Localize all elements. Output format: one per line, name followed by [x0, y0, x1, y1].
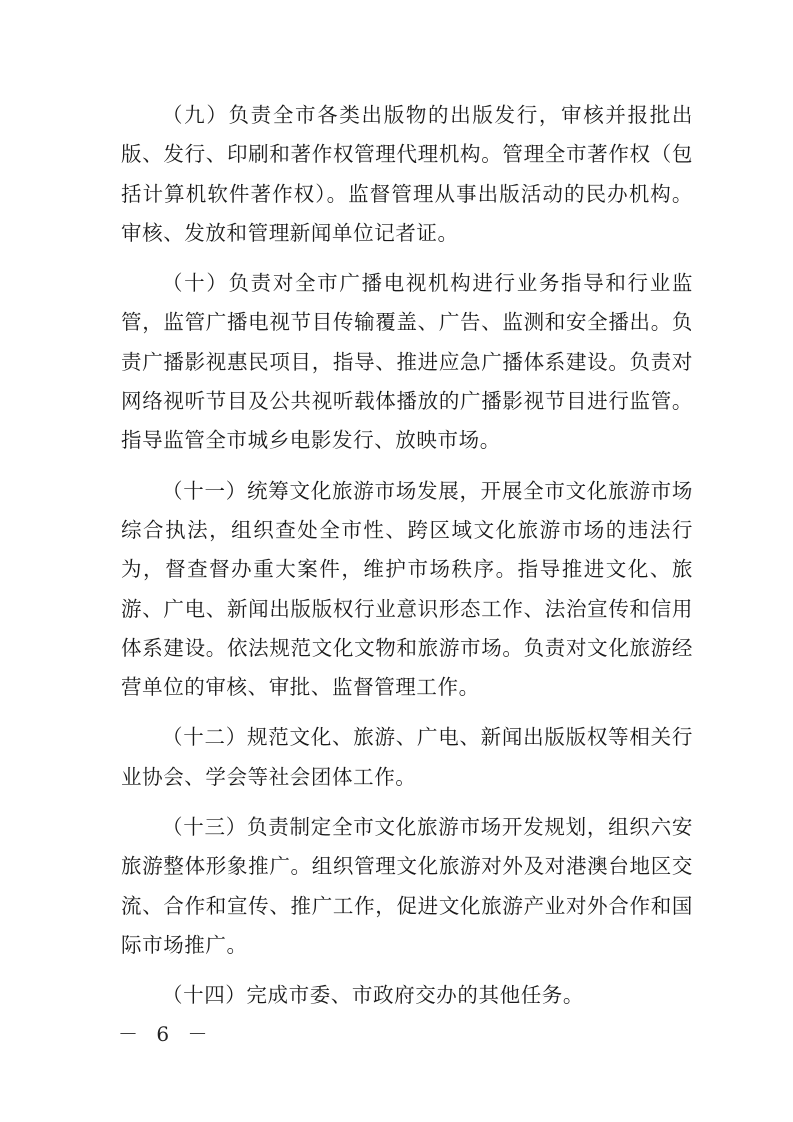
- paragraph-item-9: （九）负责全市各类出版物的出版发行，审核并报批出版、发行、印刷和著作权管理代理机构。管理全市著作权（包括计算机软件著作权）。监督管理从事出版活动的民办机构。审核、发放和管理新闻单位记者证。: [121, 103, 693, 245]
- paragraph-item-10: （十）负责对全市广播电视机构进行业务指导和行业监管，监管广播电视节目传输覆盖、广告、监测和安全播出。负责广播影视惠民项目，指导、推进应急广播体系建设。负责对网络视听节目及公共视听载体播放的广播影视节目进行监管。指导监管全市城乡电影发行、放映市场。: [121, 271, 693, 453]
- page-number: － 6 －: [118, 1022, 214, 1046]
- paragraph-item-14: （十四）完成市委、市政府交办的其他任务。: [162, 983, 584, 1008]
- paragraph-item-13: （十三）负责制定全市文化旅游市场开发规划，组织六安旅游整体形象推广。组织管理文化旅游对外及对港澳台地区交流、合作和宣传、推广工作，促进文化旅游产业对外合作和国际市场推广。: [121, 815, 693, 957]
- paragraph-item-12: （十二）规范文化、旅游、广电、新闻出版版权等相关行业协会、学会等社会团体工作。: [121, 725, 693, 789]
- paragraph-item-11: （十一）统筹文化旅游市场发展，开展全市文化旅游市场综合执法，组织查处全市性、跨区域文化旅游市场的违法行为，督查督办重大案件，维护市场秩序。指导推进文化、旅游、广电、新闻出版版权行业意识形态工作、法治宣传和信用体系建设。依法规范文化文物和旅游市场。负责对文化旅游经营单位的审核、审批、监督管理工作。: [121, 478, 693, 700]
- body-text: [121, 96, 693, 1027]
